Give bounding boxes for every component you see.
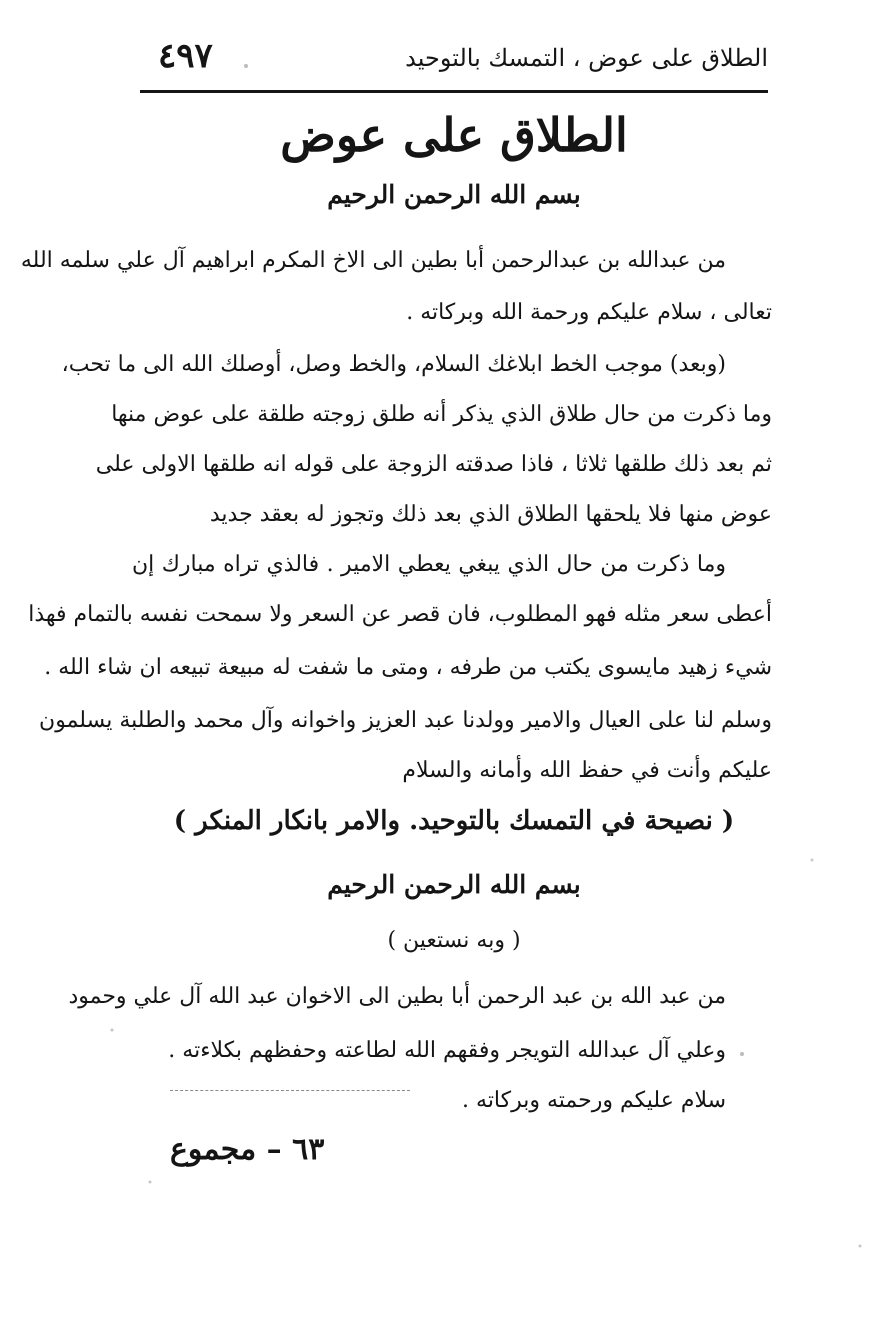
header-rule: [140, 90, 768, 93]
text-line: عوض منها فلا يلحقها الطلاق الذي بعد ذلك وتجوز له بعقد جديد: [209, 502, 772, 527]
text-line: أعطى سعر مثله فهو المطلوب، فان قصر عن السعر ولا سمحت نفسه بالتمام فهذا: [28, 602, 772, 627]
running-header: [140, 36, 768, 86]
basmala: بسم الله الرحمن الرحيم: [327, 180, 581, 209]
footer-rule: [170, 1090, 410, 1091]
text-line: وعلي آل عبدالله التويجر وفقهم الله لطاعته وحفظهم بكلاءته .: [168, 1038, 726, 1063]
text-line: تعالى ، سلام عليكم ورحمة الله وبركاته .: [406, 300, 772, 325]
text-line: عليكم وأنت في حفظ الله وأمانه والسلام: [402, 758, 772, 783]
section-heading: ( نصيحة في التمسك بالتوحيد. والامر بانكار المنكر ): [173, 806, 735, 836]
text-line: سلام عليكم ورحمته وبركاته .: [462, 1088, 726, 1113]
text-line: ثم بعد ذلك طلقها ثلاثا ، فاذا صدقته الزوجة على قوله انه طلقها الاولى على: [95, 452, 772, 477]
basmala: بسم الله الرحمن الرحيم: [327, 870, 581, 899]
text-line: شيء زهيد مايسوى يكتب من طرفه ، ومتى ما شفت له مبيعة تبيعه ان شاء الله .: [44, 655, 772, 680]
text-line: وما ذكرت من حال الذي يبغي يعطي الامير . فالذي تراه مبارك إن: [132, 552, 726, 577]
signature-mark: ٦٣ – مجموع: [170, 1132, 325, 1167]
text-line: وسلم لنا على العيال والامير وولدنا عبد العزيز واخوانه وآل محمد والطلبة يسلمون: [39, 708, 772, 733]
text-line: من عبد الله بن عبد الرحمن أبا بطين الى الاخوان عبد الله آل علي وحمود: [68, 984, 726, 1009]
page-number: ٤٩٧: [158, 36, 213, 76]
text-line: من عبدالله بن عبدالرحمن أبا بطين الى الاخ المكرم ابراهيم آل علي سلمه الله: [20, 248, 726, 273]
text-line: (وبعد) موجب الخط ابلاغك السلام، والخط وصل، أوصلك الله الى ما تحب،: [61, 352, 726, 377]
section-title: الطلاق على عوض: [280, 108, 628, 162]
running-title: الطلاق على عوض ، التمسك بالتوحيد: [405, 44, 768, 72]
text-line: وما ذكرت من حال طلاق الذي يذكر أنه طلق زوجته طلقة على عوض منها: [111, 402, 772, 427]
subheading: ( وبه نستعين ): [387, 928, 521, 953]
